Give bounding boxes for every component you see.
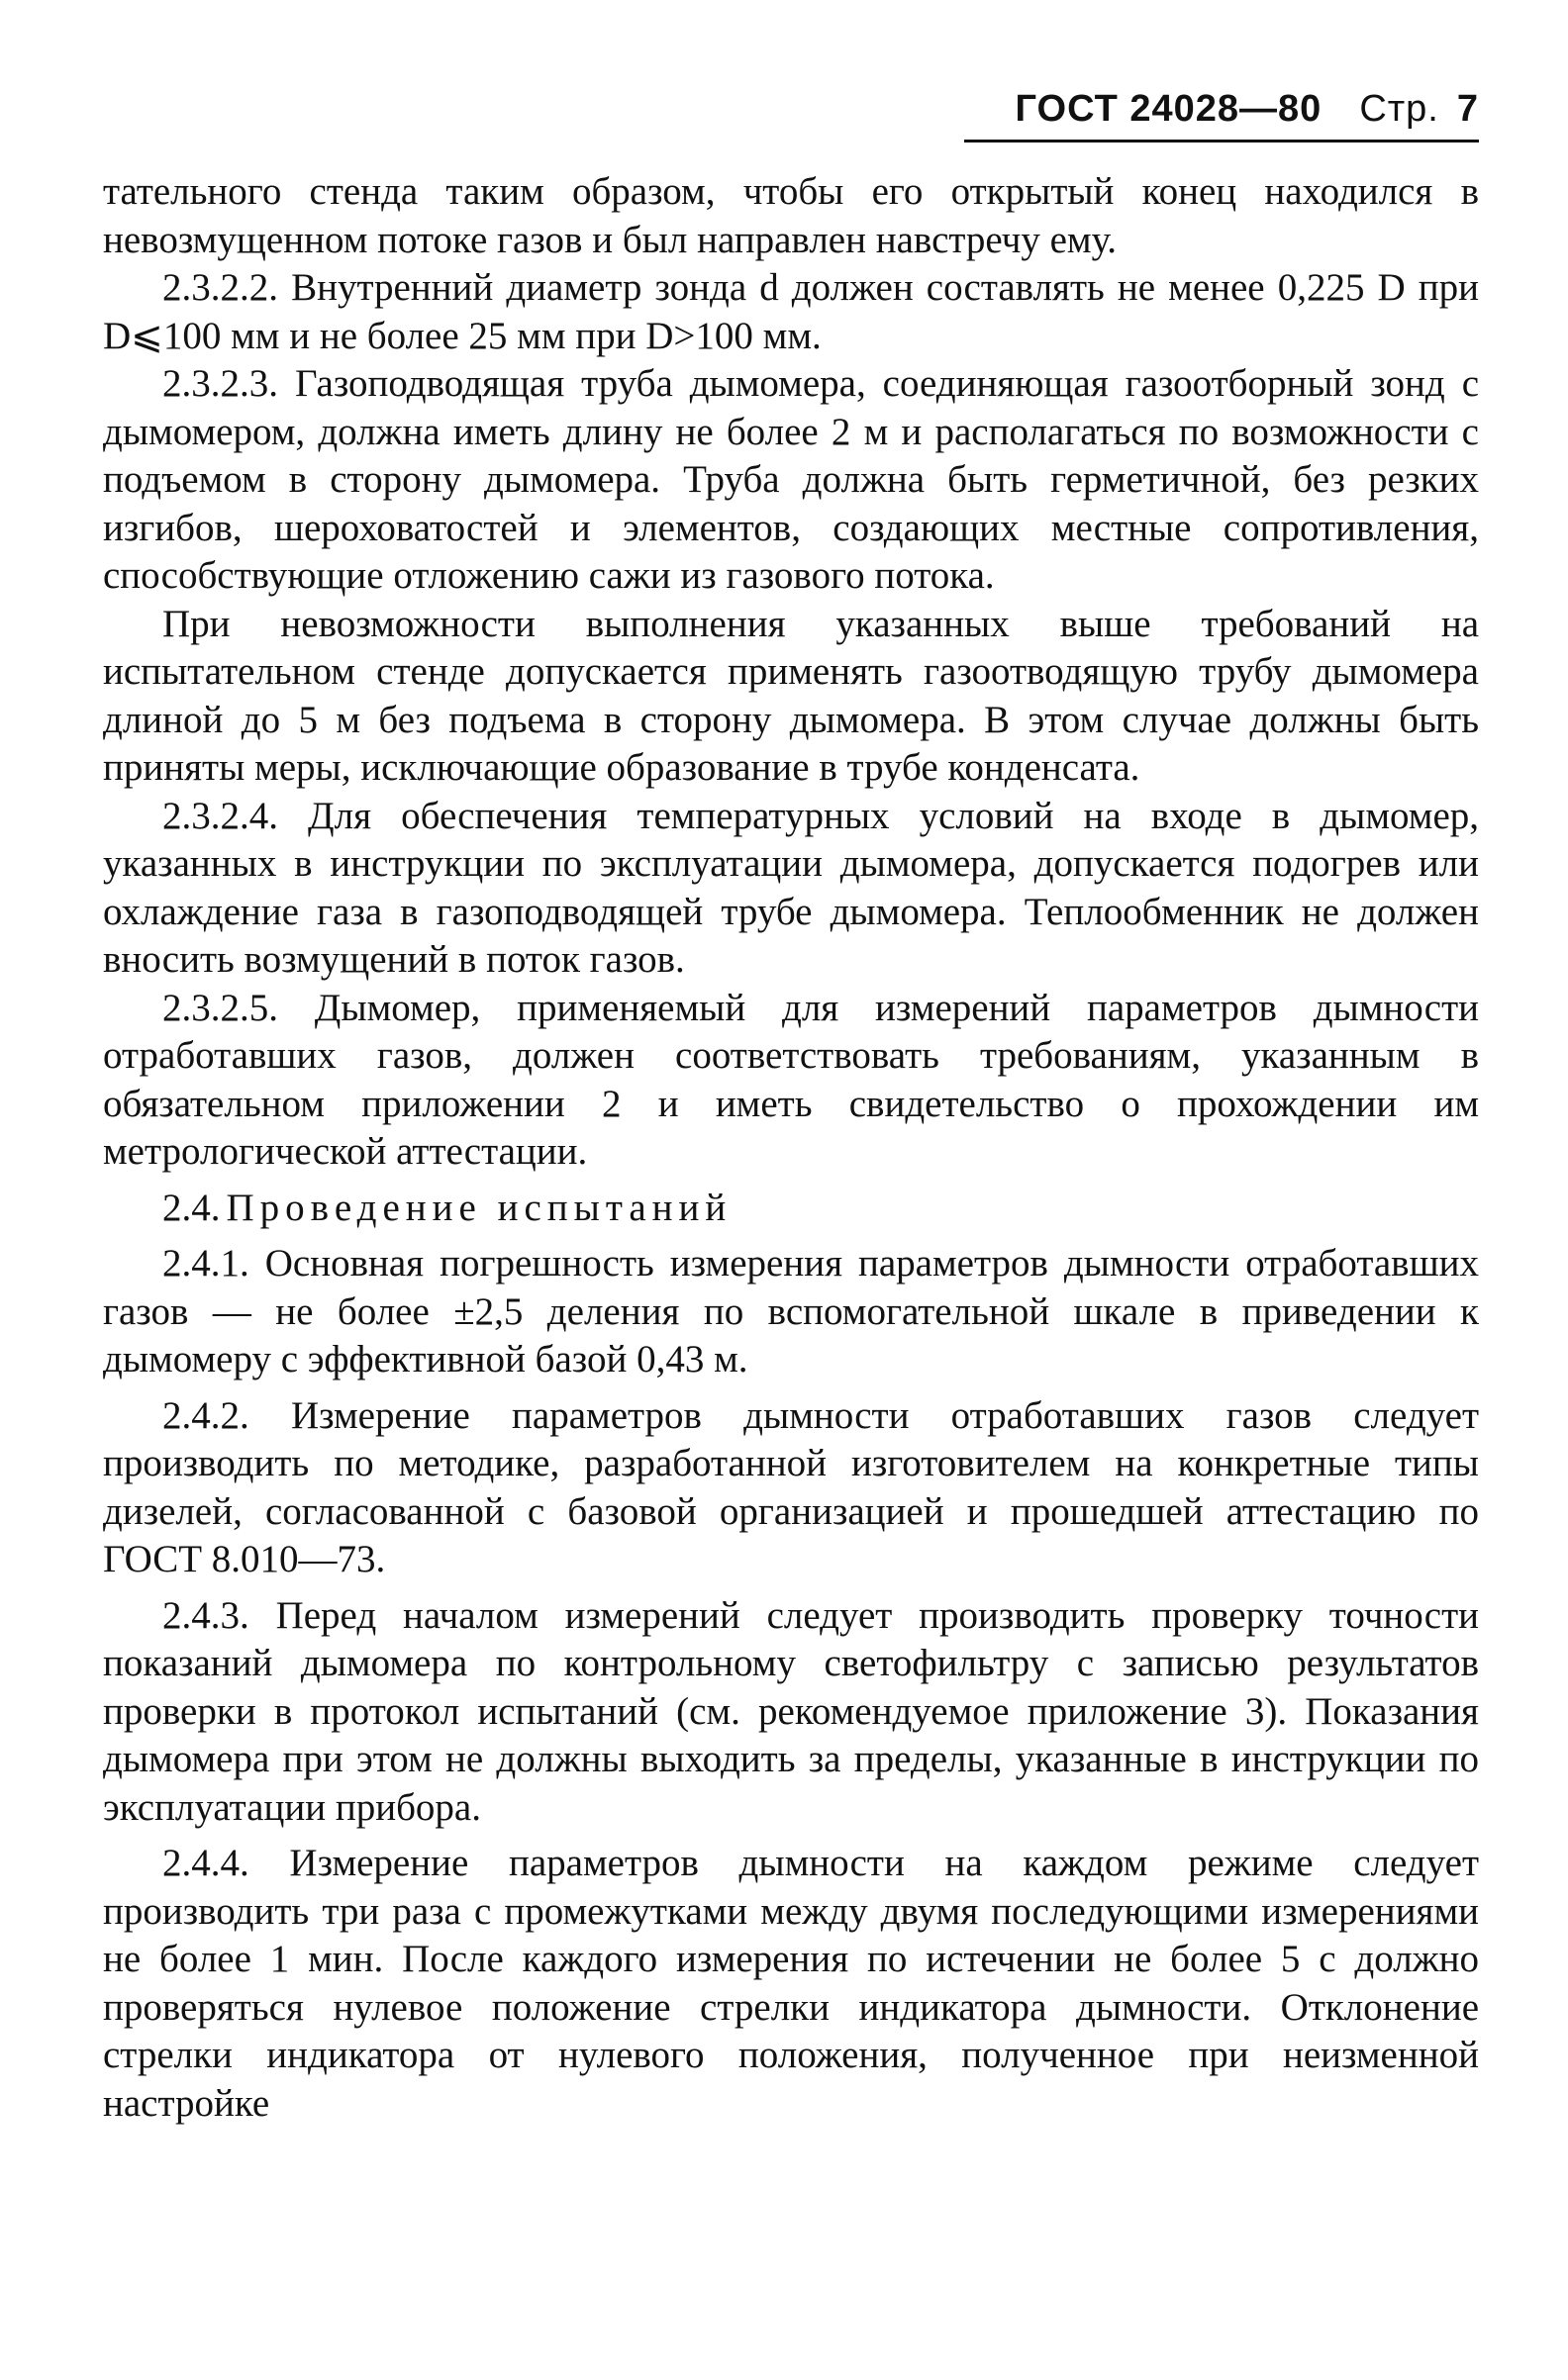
paragraph-2-3-2-2: 2.3.2.2. Внутренний диаметр зонда d должен составлять не менее 0,225 D при D⩽100 мм и не более 25 мм при D>100 мм.	[103, 266, 1479, 357]
paragraph-2-3-2-5: 2.3.2.5. Дымомер, применяемый для измерений параметров дымности отработавших газов, должен соответствовать требованиям, указанным в обязательном приложении 2 и иметь свидетельство о прохождении им метрологической аттестации.	[103, 986, 1479, 1173]
paragraph-2-4-4: 2.4.4. Измерение параметров дымности на каждом режиме следует производить три раза с промежутками между двумя последующими измерениями не более 1 мин. После каждого измерения по истечении не более 5 с должно проверяться нулевое положение стрелки индикатора дымности. Отклонение стрелки индикатора от нулевого положения, полученное при неизменной настройке	[103, 1842, 1479, 2125]
paragraph-2-4-3: 2.4.3. Перед началом измерений следует производить проверку точности показаний дымомера по контрольному светофильтру с записью результатов проверки в протокол испытаний (см. рекомендуемое приложение 3). Показания дымомера при этом не должны выходить за пределы, указанные в инструкции по эксплуатации прибора.	[103, 1593, 1479, 1829]
document-page	[103, 69, 1479, 2128]
body-text	[103, 168, 1479, 2128]
page-number: 7	[1456, 88, 1479, 130]
paragraph-exception-note: При невозможности выполнения указанных выше требований на испытательном стенде допускается применять газоотводящую трубу дымомера длиной до 5 м без подъема в сторону дымомера. В этом случае должны быть приняты меры, исключающие образование в трубе конденсата.	[103, 602, 1479, 789]
page-header	[103, 69, 1479, 148]
paragraph-2-4-2: 2.4.2. Измерение параметров дымности отработавших газов следует производить по методике, разработанной изготовителем на конкретные типы дизелей, согласованной с базовой организацией и прошедшей аттестацию по ГОСТ 8.010—73.	[103, 1393, 1479, 1580]
paragraph-2-3-2-3: 2.3.2.3. Газоподводящая труба дымомера, соединяющая газоотборный зонд с дымомером, должна иметь длину не более 2 м и располагаться по возможности с подъемом в сторону дымомера. Труба должна быть герметичной, без резких изгибов, шероховатостей и элементов, создающих местные сопротивления, способствующие отложению сажи из газового потока.	[103, 362, 1479, 597]
header-rule	[964, 140, 1479, 143]
page-label: Стр.	[1359, 88, 1439, 130]
paragraph-2-3-2-4: 2.3.2.4. Для обеспечения температурных условий на входе в дымомер, указанных в инструкции по эксплуатации дымомера, допускается подогрев или охлаждение газа в газоподводящей трубе дымомера. Теплообменник не должен вносить возмущений в поток газов.	[103, 794, 1479, 981]
section-title: Проведение испытаний	[226, 1186, 733, 1229]
section-heading	[103, 1185, 1479, 1233]
paragraph-2-4-1: 2.4.1. Основная погрешность измерения параметров дымности отработавших газов — не более ±2,5 деления по вспомогательной шкале в приведении к дымомеру с эффективной базой 0,43 м.	[103, 1242, 1479, 1380]
section-number: 2.4.	[162, 1186, 221, 1229]
standard-code: ГОСТ 24028—80	[1015, 88, 1323, 130]
paragraph-continuation: тательного стенда таким образом, чтобы его открытый конец находился в невозмущенном потоке газов и был направлен навстречу ему.	[103, 170, 1479, 261]
